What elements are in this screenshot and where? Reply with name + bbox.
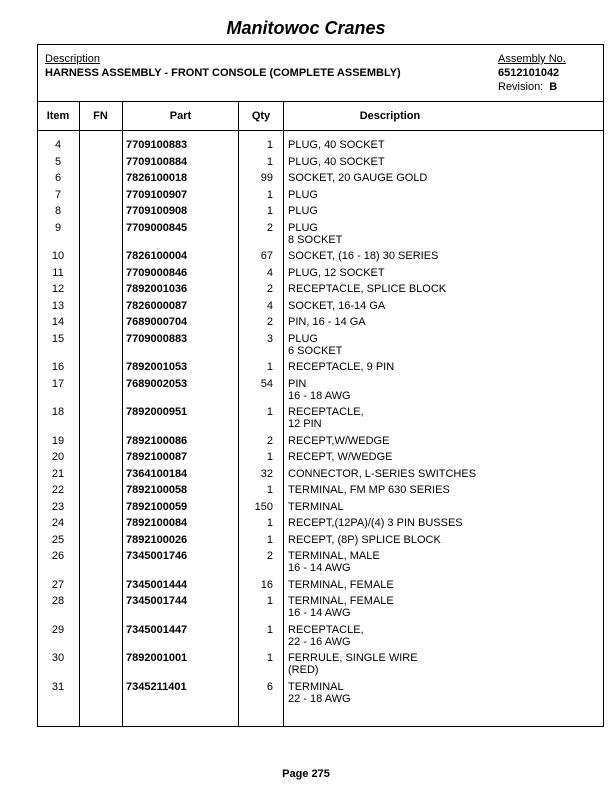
assembly-label: Assembly No.	[498, 53, 566, 65]
part-description	[288, 172, 427, 184]
part-description	[288, 139, 385, 151]
part-description	[288, 579, 394, 591]
part-number: 7826100004	[126, 250, 188, 262]
assembly-value: 6512101042	[498, 67, 560, 79]
part-description	[288, 300, 385, 312]
part-description	[288, 283, 446, 295]
column-divider	[79, 102, 80, 727]
item-number: 28	[51, 595, 65, 607]
description-line: 16 - 14 AWG	[288, 607, 351, 619]
column-divider	[283, 102, 284, 727]
quantity: 16	[260, 578, 273, 591]
quantity: 1	[266, 205, 273, 217]
description-line: PLUG, 40 SOCKET	[288, 139, 385, 151]
part-description	[288, 501, 344, 513]
revision-label: Revision:	[498, 81, 544, 93]
part-description	[288, 156, 385, 168]
description-value: HARNESS ASSEMBLY - FRONT CONSOLE (COMPLETE ASSEMBLY)	[45, 67, 401, 79]
quantity: 150	[254, 500, 273, 513]
revision-value: B	[549, 81, 558, 93]
item-number: 16	[51, 361, 65, 373]
item-number: 12	[51, 283, 65, 295]
description-line: PLUG	[288, 188, 318, 201]
part-number: 7709100884	[126, 155, 188, 168]
part-description	[288, 267, 385, 279]
item-number: 18	[51, 406, 65, 418]
quantity: 1	[266, 155, 273, 168]
part-description	[288, 534, 441, 546]
part-description	[288, 451, 393, 463]
item-number: 15	[51, 332, 65, 345]
description-line: PIN	[288, 377, 307, 390]
part-number: 7892100086	[126, 434, 188, 447]
part-description	[288, 550, 380, 574]
part-number: 7709000883	[126, 332, 188, 345]
part-number: 7892001053	[126, 361, 188, 373]
quantity: 1	[266, 623, 273, 636]
item-number: 29	[51, 623, 65, 636]
quantity: 3	[266, 332, 273, 345]
part-number: 7345001447	[126, 623, 188, 636]
description-line: RECEPTACLE, SPLICE BLOCK	[288, 283, 447, 295]
part-description	[288, 333, 342, 357]
description-line: PLUG	[288, 221, 318, 234]
part-description	[288, 316, 366, 328]
description-line: RECEPT, (8P) SPLICE BLOCK	[288, 533, 441, 546]
part-description	[288, 406, 364, 430]
part-description	[288, 468, 476, 480]
item-number: 13	[51, 299, 65, 312]
item-number: 31	[51, 680, 65, 693]
description-line: RECEPTACLE,	[288, 406, 364, 418]
item-number: 30	[51, 652, 65, 664]
quantity: 99	[260, 172, 273, 184]
item-number: 9	[54, 221, 62, 234]
item-number: 4	[54, 139, 62, 151]
description-label: Description	[45, 53, 101, 65]
description-line: PLUG, 40 SOCKET	[288, 155, 385, 168]
quantity: 32	[260, 467, 273, 480]
column-header-qty: Qty	[251, 110, 271, 122]
quantity: 2	[266, 283, 273, 295]
description-line: TERMINAL, FEMALE	[288, 595, 394, 607]
company-title: Manitowoc Cranes	[226, 18, 386, 38]
description-line: RECEPTACLE, 9 PIN	[288, 361, 395, 373]
description-line: RECEPT,W/WEDGE	[288, 434, 390, 447]
column-header-description: Description	[359, 110, 421, 122]
column-header-fn: FN	[93, 110, 108, 122]
description-line: PLUG	[288, 332, 318, 345]
description-line: 22 - 18 AWG	[288, 692, 351, 705]
part-number: 7709100908	[126, 205, 188, 217]
part-description	[288, 652, 418, 676]
page-number: Page 275	[282, 768, 330, 780]
item-number: 22	[51, 484, 65, 496]
item-number: 6	[54, 172, 62, 184]
quantity: 1	[266, 533, 273, 546]
part-number: 7892100087	[126, 451, 188, 463]
part-number: 7826100018	[126, 172, 188, 184]
column-divider	[122, 102, 123, 727]
item-number: 8	[54, 205, 62, 217]
part-description	[288, 361, 394, 373]
part-number: 7892001036	[126, 283, 188, 295]
item-number: 11	[52, 266, 64, 279]
item-number: 5	[54, 155, 62, 168]
part-number: 7689002053	[126, 377, 188, 390]
part-description	[288, 250, 438, 262]
part-description	[288, 189, 318, 201]
quantity: 1	[266, 595, 273, 607]
quantity: 1	[266, 406, 273, 418]
description-line: RECEPT,(12PA)/(4) 3 PIN BUSSES	[288, 517, 463, 529]
part-number: 7345211401	[126, 680, 187, 693]
description-line: 16 - 14 AWG	[288, 562, 351, 574]
item-number: 26	[51, 550, 65, 562]
part-number: 7709100907	[126, 188, 188, 201]
part-description	[288, 517, 463, 529]
item-number: 21	[51, 467, 65, 480]
part-description	[288, 378, 351, 402]
part-number: 7709000846	[126, 266, 188, 279]
part-description	[288, 435, 389, 447]
part-description	[288, 484, 450, 496]
part-description	[288, 205, 318, 217]
description-line: (RED)	[288, 664, 319, 676]
description-line: TERMINAL	[288, 500, 344, 513]
item-number: 25	[51, 533, 65, 546]
quantity: 1	[266, 361, 273, 373]
description-line: PLUG, 12 SOCKET	[288, 266, 385, 279]
description-line: FERRULE, SINGLE WIRE	[288, 652, 418, 664]
part-number: 7709000845	[126, 221, 188, 234]
description-line: CONNECTOR, L-SERIES SWITCHES	[288, 467, 477, 480]
quantity: 2	[266, 434, 273, 447]
quantity: 1	[266, 484, 273, 496]
part-description	[288, 595, 394, 619]
quantity: 54	[260, 377, 273, 390]
item-number: 20	[51, 451, 65, 463]
quantity: 4	[266, 299, 273, 312]
quantity: 67	[260, 250, 273, 262]
description-line: 6 SOCKET	[288, 344, 343, 357]
description-line: SOCKET, (16 - 18) 30 SERIES	[288, 250, 439, 262]
part-number: 7892100059	[126, 500, 188, 513]
revision	[498, 81, 557, 93]
item-number: 7	[54, 188, 62, 201]
quantity: 1	[266, 451, 273, 463]
part-description	[288, 624, 364, 648]
part-number: 7892000951	[126, 406, 188, 418]
quantity: 1	[266, 517, 273, 529]
part-number: 7892100058	[126, 484, 188, 496]
description-line: TERMINAL	[288, 680, 344, 693]
description-line: PIN, 16 - 14 GA	[288, 316, 366, 328]
part-number: 7892100026	[126, 533, 188, 546]
description-line: 8 SOCKET	[288, 233, 343, 246]
quantity: 6	[266, 680, 273, 693]
item-number: 17	[51, 377, 65, 390]
column-header-item: Item	[46, 110, 70, 122]
item-number: 10	[51, 250, 65, 262]
description-line: TERMINAL, FM MP 630 SERIES	[288, 484, 450, 496]
quantity: 1	[266, 188, 273, 201]
column-divider	[238, 102, 239, 727]
quantity: 1	[266, 139, 273, 151]
description-line: 22 - 16 AWG	[288, 635, 351, 648]
part-number: 7826000087	[126, 299, 188, 312]
quantity: 2	[266, 316, 273, 328]
item-number: 23	[51, 500, 65, 513]
description-line: 16 - 18 AWG	[288, 389, 351, 402]
part-number: 7709100883	[126, 139, 188, 151]
part-number: 7364100184	[126, 467, 188, 480]
item-number: 27	[51, 578, 65, 591]
description-line: SOCKET, 20 GAUGE GOLD	[288, 172, 428, 184]
part-description	[288, 681, 351, 705]
quantity: 1	[266, 652, 273, 664]
quantity: 4	[266, 266, 273, 279]
part-number: 7689000704	[126, 316, 188, 328]
description-line: 12 PIN	[288, 418, 322, 430]
item-number: 14	[51, 316, 65, 328]
quantity: 2	[266, 221, 273, 234]
description-line: TERMINAL, FEMALE	[288, 578, 394, 591]
description-line: RECEPTACLE,	[288, 623, 364, 636]
part-number: 7892001001	[126, 652, 188, 664]
item-number: 19	[51, 434, 65, 447]
column-header-part: Part	[169, 110, 192, 122]
description-line: PLUG	[288, 205, 318, 217]
part-number: 7345001746	[126, 550, 188, 562]
part-number: 7345001444	[126, 578, 188, 591]
part-number: 7892100084	[126, 517, 188, 529]
item-number: 24	[51, 517, 65, 529]
quantity: 2	[266, 550, 273, 562]
description-line: RECEPT, W/WEDGE	[288, 451, 393, 463]
part-number: 7345001744	[126, 595, 188, 607]
description-line: TERMINAL, MALE	[288, 550, 380, 562]
part-description	[288, 222, 342, 246]
description-line: SOCKET, 16-14 GA	[288, 299, 386, 312]
